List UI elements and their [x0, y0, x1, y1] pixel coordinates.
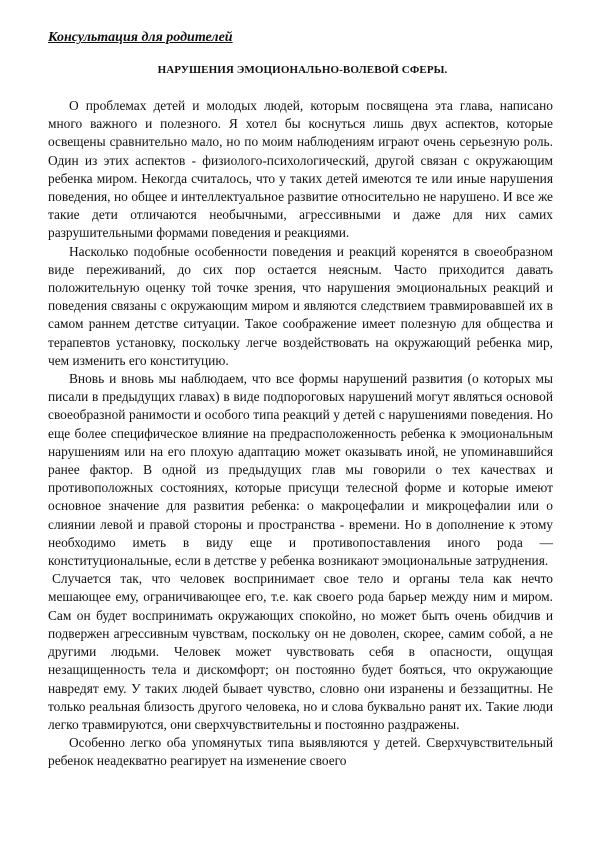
document-title: НАРУШЕНИЯ ЭМОЦИОНАЛЬНО-ВОЛЕВОЙ СФЕРЫ.: [157, 64, 448, 76]
paragraph-5: Особенно легко оба упомянутых типа выявляются у детей. Сверхчувствительный ребенок неадекватно реагирует на изменение своего: [48, 735, 553, 769]
paragraph-2: Насколько подобные особенности поведения и реакций коренятся в своеобразном виде переживаний, до сих пор остается неясным. Часто приходится давать положительную оценку той точке зрения, что нарушения эмоциональных реакций и поведения связаны с окружающим миром и являются следствием травмировавшей их в самом раннем детстве ситуации. Такое соображение имеет полезную для общества и терапевтов установку, поскольку легче воздействовать на окружающий ребенка мир, чем изменить его конституцию.: [48, 243, 553, 368]
paragraph-1: О проблемах детей и молодых людей, которым посвящена эта глава, написано много важного и полезного. Я хотел бы коснуться лишь двух аспектов, которые освещены сравнительно мало, но по моим наблюдениям играют очень серьезную роль. Один из этих аспектов - физиолого-психологический, другой связан с окружающим ребенка миром. Некогда считалось, что у таких детей имеются те или иные нарушения поведения, но общее и интеллектуальное развитие относительно не нарушено. И все же такие дети отличаются необычными, агрессивными и даже для них самих разрушительными формами поведения и реакциями.: [48, 98, 553, 241]
paragraph-4: Случается так, что человек воспринимает свое тело и органы тела как нечто мешающее ему, ограничивающее его, т.е. как своего рода барьер между ним и миром. Сам он будет воспринимать окружающих спокойно, но может быть очень обидчив и подвержен агрессивным чувствам, поскольку он не доволен, скорее, самим собой, а не другими людьми. Человек может чувствовать себя в опасности, ощущая незащищенность тела и дискомфорт; он постоянно будет бояться, что окружающие навредят ему. У таких людей бывает чувство, словно они изранены и беззащитны. Не только реальная близость другого человека, но и слова буквально ранят их. Такие люди легко травмируются, они сверхчувствительны и постоянно раздражены.: [48, 571, 553, 732]
paragraph-3: Вновь и вновь мы наблюдаем, что все формы нарушений развития (о которых мы писали в предыдущих главах) в виде подпороговых нарушений могут являться основой своеобразной ранимости и особого типа реакций у детей с нарушениями поведения. Но еще более специфическое влияние на предрасположенность ребенка к эмоциональным нарушениям или на его плохую адаптацию может оказывать иной, не упоминавшийся ранее фактор. В одной из предыдущих глав мы говорили о тех качествах и противоположных состояниях, которые присущи телесной форме и которые имеют основное значение для развития ребенка: о макроцефалии и микроцефалии или о слиянии левой и правой стороны и пространства - времени. Но в дополнение к этому необходимо иметь в виду еще и противопоставления иного рода — конституциональные, если в детстве у ребенка возникают эмоциональные затруднения.: [48, 371, 553, 569]
consultation-header: Консультация для родителей: [48, 30, 233, 45]
